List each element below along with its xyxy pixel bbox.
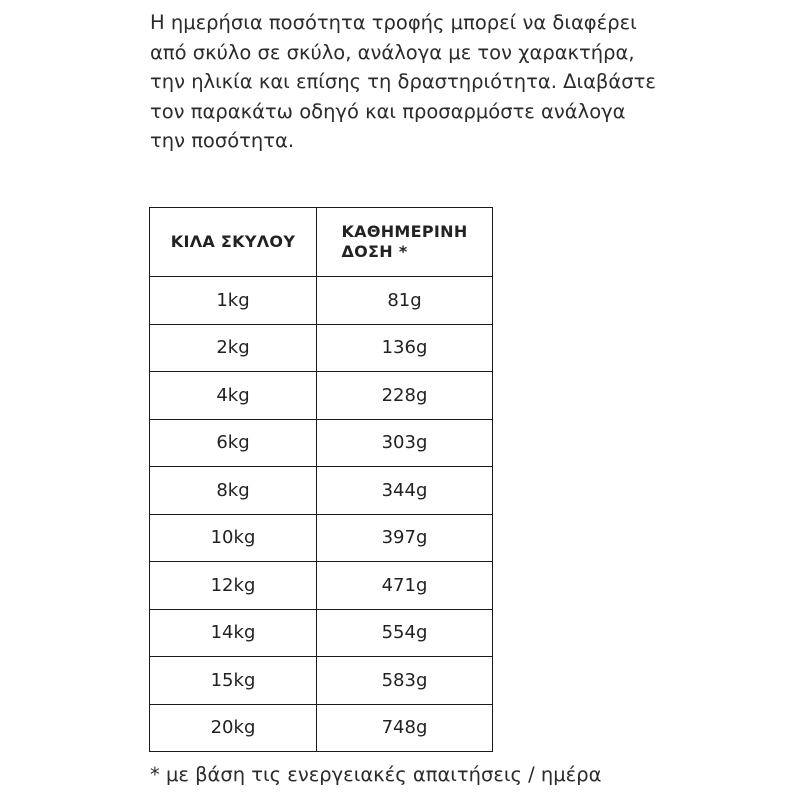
dose-cell: 554g xyxy=(317,609,493,657)
table-row xyxy=(150,704,493,752)
dose-cell: 303g xyxy=(317,419,493,467)
footnote: * με βάση τις ενεργειακές απαιτήσεις / ημέρα xyxy=(150,763,602,786)
dose-cell: 397g xyxy=(317,514,493,562)
intro-line-5: την ποσότητα. xyxy=(150,129,295,152)
table-body xyxy=(150,277,493,752)
feeding-table xyxy=(149,207,493,752)
intro-paragraph xyxy=(150,8,670,156)
dose-cell: 344g xyxy=(317,467,493,515)
table-row xyxy=(150,467,493,515)
header-dog-weight xyxy=(150,208,317,277)
header-daily-dose-line-1: ΚΑΘΗΜΕΡΙΝΗ xyxy=(341,222,468,241)
weight-cell: 8kg xyxy=(150,467,317,515)
table-row xyxy=(150,419,493,467)
intro-line-4: τον παρακάτω οδηγό και προσαρμόστε ανάλογα xyxy=(150,99,626,123)
table-header-row xyxy=(150,208,493,277)
weight-cell: 2kg xyxy=(150,324,317,372)
header-daily-dose-line-2: ΔΟΣΗ * xyxy=(341,242,408,261)
dose-cell: 136g xyxy=(317,324,493,372)
intro-line-2: από σκύλο σε σκύλο, ανάλογα με τον χαρακτήρα, xyxy=(150,40,635,64)
intro-line-1: Η ημερήσια ποσότητα τροφής μπορεί να διαφέρει xyxy=(150,11,637,34)
table-row xyxy=(150,372,493,420)
header-daily-dose xyxy=(317,208,493,277)
dose-cell: 81g xyxy=(317,277,493,325)
weight-cell: 6kg xyxy=(150,419,317,467)
header-dog-weight-label: ΚΙΛΑ ΣΚΥΛΟΥ xyxy=(170,232,296,251)
table-row xyxy=(150,324,493,372)
weight-cell: 20kg xyxy=(150,704,317,752)
intro-line-3: την ηλικία και επίσης τη δραστηριότητα. Διαβάστε xyxy=(150,70,656,93)
weight-cell: 4kg xyxy=(150,372,317,420)
weight-cell: 1kg xyxy=(150,277,317,325)
weight-cell: 14kg xyxy=(150,609,317,657)
weight-cell: 12kg xyxy=(150,562,317,610)
weight-cell: 10kg xyxy=(150,514,317,562)
table-header xyxy=(150,208,493,277)
dose-cell: 471g xyxy=(317,562,493,610)
dose-cell: 228g xyxy=(317,372,493,420)
table-row xyxy=(150,277,493,325)
table-row xyxy=(150,514,493,562)
dose-cell: 748g xyxy=(317,704,493,752)
table-row xyxy=(150,562,493,610)
table-row xyxy=(150,609,493,657)
weight-cell: 15kg xyxy=(150,657,317,705)
table-row xyxy=(150,657,493,705)
dose-cell: 583g xyxy=(317,657,493,705)
